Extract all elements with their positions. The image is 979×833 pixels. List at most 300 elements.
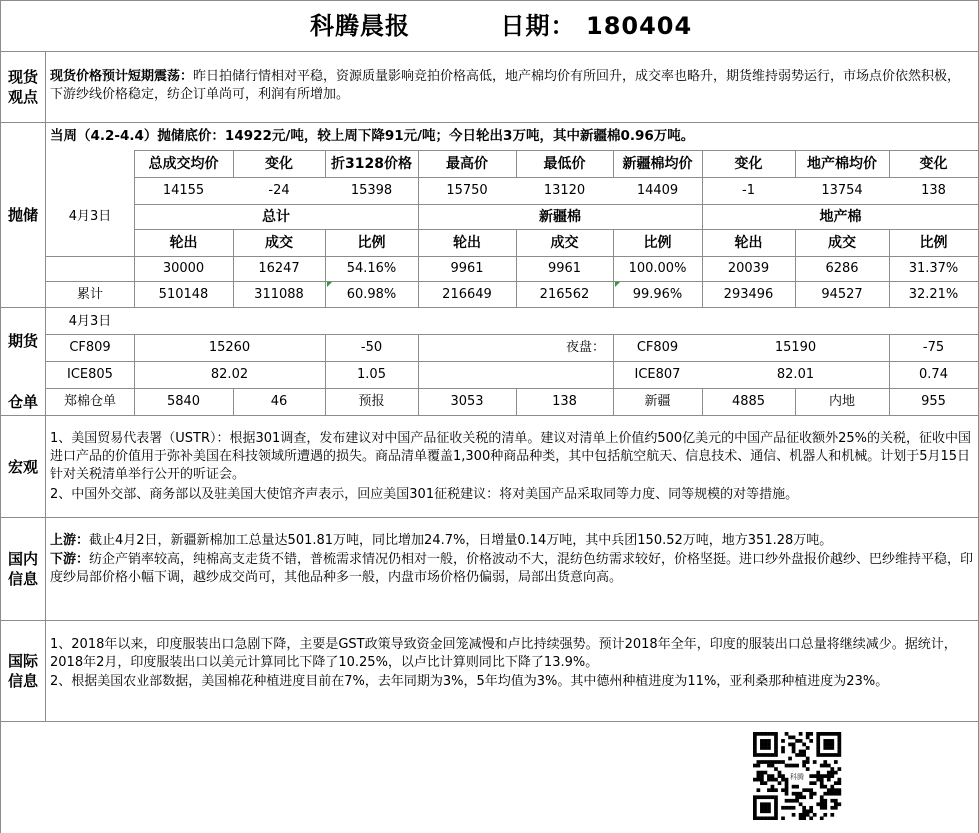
qr-module <box>753 753 757 757</box>
qr-module <box>809 739 813 743</box>
qr-module <box>823 753 827 757</box>
qr-module <box>753 750 757 754</box>
qr-module <box>757 816 761 820</box>
qr-module <box>760 760 764 764</box>
report-title: 科腾晨报 <box>310 12 410 40</box>
qr-module <box>785 792 789 796</box>
qr-module <box>760 739 764 743</box>
group-header-domestic: 地产棉 <box>819 208 862 225</box>
qr-module <box>806 732 810 736</box>
qr-module <box>809 732 813 736</box>
warehouse-cell: 138 <box>552 394 577 409</box>
qr-module <box>809 781 813 785</box>
qr-module <box>837 767 841 771</box>
warehouse-cell: 5840 <box>166 394 201 409</box>
section-label-line: 信息 <box>7 570 38 588</box>
qr-module <box>799 816 803 820</box>
qr-module <box>834 788 838 792</box>
qr-module <box>816 736 820 740</box>
daily-value-cell: 54.16% <box>346 261 397 276</box>
qr-module <box>792 792 796 796</box>
daily-value-cell: 20039 <box>727 261 770 276</box>
qr-module <box>827 743 831 747</box>
qr-module <box>792 806 796 810</box>
cumulative-value-cell: 60.98% <box>346 286 397 302</box>
daily-value-cell: 9961 <box>450 261 484 276</box>
qr-module <box>830 753 834 757</box>
qr-module <box>792 813 796 817</box>
qr-module <box>823 785 827 789</box>
qr-module <box>813 813 817 817</box>
sub-header-cell: 比例 <box>643 234 672 251</box>
qr-module <box>774 743 778 747</box>
qr-module <box>820 795 824 799</box>
qr-module <box>802 809 806 813</box>
qr-module <box>802 743 806 747</box>
qr-module <box>774 799 778 803</box>
international-paragraph: 2、根据美国农业部数据，美国棉花种植进度目前在7%，去年同期为3%，5年均值为3%。其中德州种植进度为11%，亚利桑那种植进度为23%。 <box>50 674 889 689</box>
night-price: 82.01 <box>776 367 815 382</box>
qr-module <box>757 753 761 757</box>
qr-module <box>785 788 789 792</box>
qr-module <box>764 802 768 806</box>
qr-module <box>771 785 775 789</box>
price-value-cell: -24 <box>268 183 290 198</box>
qr-module <box>795 739 799 743</box>
qr-module <box>799 739 803 743</box>
qr-module <box>753 802 757 806</box>
price-header-cell: 变化 <box>919 155 948 172</box>
qr-module <box>778 760 782 764</box>
qr-module <box>816 774 820 778</box>
qr-module <box>760 778 764 782</box>
qr-module <box>816 771 820 775</box>
qr-code-graphic <box>744 732 850 820</box>
qr-module <box>774 767 778 771</box>
qr-module <box>823 746 827 750</box>
qr-module <box>809 795 813 799</box>
daily-value-cell: 9961 <box>547 261 582 276</box>
qr-module <box>820 778 824 782</box>
qr-module <box>837 753 841 757</box>
downstream-label: 下游： <box>50 552 90 567</box>
qr-module <box>823 792 827 796</box>
section-label-macro: 宏观 <box>7 457 38 476</box>
qr-module <box>757 795 761 799</box>
qr-module <box>757 778 761 782</box>
qr-module <box>760 774 764 778</box>
qr-module <box>816 732 820 736</box>
qr-module <box>760 753 764 757</box>
price-header-cell: 折3128价格 <box>331 155 412 172</box>
qr-module <box>809 806 813 810</box>
qr-module <box>753 743 757 747</box>
price-header-cell: 变化 <box>265 155 293 172</box>
price-header-cell: 新疆棉均价 <box>622 155 693 172</box>
qr-module <box>820 802 824 806</box>
comment-marker <box>615 282 620 287</box>
qr-module <box>764 809 768 813</box>
qr-module <box>834 792 838 796</box>
price-value-cell: 138 <box>921 183 946 198</box>
qr-module <box>771 732 775 736</box>
report-date: 180404 <box>586 12 693 40</box>
qr-module <box>774 802 778 806</box>
qr-module <box>816 778 820 782</box>
qr-module <box>760 802 764 806</box>
qr-module <box>760 806 764 810</box>
grid-line <box>0 721 979 722</box>
qr-module <box>767 743 771 747</box>
section-label-spot <box>1 52 45 122</box>
qr-module <box>774 739 778 743</box>
qr-module <box>764 816 768 820</box>
daily-value-cell: 6286 <box>825 261 859 276</box>
sub-header-cell: 轮出 <box>734 234 763 251</box>
qr-module <box>813 760 817 764</box>
warehouse-cell: 内地 <box>828 394 855 409</box>
qr-module <box>795 785 799 789</box>
section-label-line: 国内 <box>7 550 38 568</box>
qr-module <box>774 816 778 820</box>
sub-header-cell: 轮出 <box>169 234 198 251</box>
qr-module <box>774 795 778 799</box>
qr-module <box>771 753 775 757</box>
warehouse-cell: 预报 <box>358 394 385 409</box>
qr-module <box>827 753 831 757</box>
qr-module <box>834 806 838 810</box>
section-label-line: 信息 <box>7 672 38 690</box>
futures-change: -50 <box>360 340 383 355</box>
qr-module <box>764 743 768 747</box>
qr-module <box>753 809 757 813</box>
qr-module <box>785 806 789 810</box>
futures-contract: CF809 <box>69 340 111 355</box>
qr-module <box>774 809 778 813</box>
qr-module <box>760 795 764 799</box>
qr-module <box>792 746 796 750</box>
qr-module <box>781 778 785 782</box>
futures-price: 82.02 <box>210 367 249 382</box>
daily-value-cell: 16247 <box>258 261 300 276</box>
qr-module <box>816 743 820 747</box>
qr-module <box>788 806 792 810</box>
night-contract: CF809 <box>636 340 679 355</box>
qr-module <box>820 732 824 736</box>
section-label-reserve: 抛储 <box>7 206 38 224</box>
qr-module <box>788 757 792 761</box>
qr-module <box>799 813 803 817</box>
warehouse-cell: 新疆 <box>644 394 671 409</box>
qr-module <box>837 732 841 736</box>
qr-module <box>753 732 757 736</box>
qr-module <box>837 778 841 782</box>
reserve-date: 4月3日 <box>68 209 112 224</box>
price-header-cell: 地产棉均价 <box>807 155 877 172</box>
qr-module <box>785 764 789 768</box>
qr-module <box>830 771 834 775</box>
qr-module <box>837 788 841 792</box>
group-header-xinjiang: 新疆棉 <box>539 208 581 225</box>
domestic-upstream <box>50 532 974 550</box>
grid-line <box>0 415 979 416</box>
qr-module <box>816 739 820 743</box>
qr-module <box>830 743 834 747</box>
qr-module <box>753 764 757 768</box>
qr-module <box>830 785 834 789</box>
qr-module <box>760 732 764 736</box>
qr-module <box>781 739 785 743</box>
spot-view-text <box>50 68 972 104</box>
qr-module <box>827 774 831 778</box>
group-header-total: 总计 <box>262 208 290 225</box>
comment-marker <box>327 282 332 287</box>
section-label-domestic <box>1 518 45 620</box>
qr-module <box>827 764 831 768</box>
qr-module <box>823 743 827 747</box>
qr-module <box>781 774 785 778</box>
qr-module <box>760 781 764 785</box>
price-header-cell: 最低价 <box>543 155 586 172</box>
qr-module <box>816 750 820 754</box>
qr-module <box>778 781 782 785</box>
qr-module <box>753 806 757 810</box>
qr-module <box>778 774 782 778</box>
qr-module <box>760 771 764 775</box>
sub-header-cell: 成交 <box>828 234 856 251</box>
qr-module <box>760 816 764 820</box>
qr-module <box>771 764 775 768</box>
grid-line <box>0 517 979 518</box>
qr-module <box>774 746 778 750</box>
section-label-line: 国际 <box>7 652 38 670</box>
section-label-futures: 期货 <box>7 332 38 350</box>
grid-line <box>0 307 979 308</box>
qr-module <box>767 795 771 799</box>
qr-module <box>781 750 785 754</box>
section-label-line: 观点 <box>7 88 38 106</box>
qr-module <box>806 767 810 771</box>
qr-module <box>785 778 789 782</box>
qr-module <box>767 739 771 743</box>
qr-module <box>809 816 813 820</box>
qr-module <box>830 806 834 810</box>
qr-module <box>774 760 778 764</box>
qr-module <box>753 746 757 750</box>
qr-module <box>802 813 806 817</box>
qr-module <box>802 795 806 799</box>
cumulative-value-cell: 94527 <box>821 286 863 302</box>
qr-module <box>757 732 761 736</box>
qr-module <box>806 757 810 761</box>
price-header-cell: 最高价 <box>446 155 488 172</box>
qr-module <box>820 816 824 820</box>
qr-module <box>771 778 775 782</box>
qr-module <box>834 771 838 775</box>
qr-module <box>781 806 785 810</box>
qr-module <box>795 792 799 796</box>
qr-module <box>774 778 778 782</box>
qr-module <box>802 764 806 768</box>
qr-module <box>778 771 782 775</box>
qr-module <box>830 746 834 750</box>
qr-module <box>788 743 792 747</box>
qr-module <box>816 753 820 757</box>
qr-module <box>806 809 810 813</box>
qr-module <box>767 809 771 813</box>
qr-module <box>764 760 768 764</box>
night-price: 15190 <box>774 340 817 355</box>
qr-module <box>816 802 820 806</box>
qr-module <box>799 750 803 754</box>
night-change: -75 <box>922 340 945 355</box>
qr-module <box>767 802 771 806</box>
qr-module <box>809 788 813 792</box>
qr-module <box>830 799 834 803</box>
qr-code-icon <box>744 732 850 820</box>
qr-module <box>753 795 757 799</box>
cumulative-value-cell: 216562 <box>539 286 590 302</box>
daily-value-cell: 30000 <box>162 261 205 276</box>
qr-module <box>809 774 813 778</box>
qr-module <box>760 746 764 750</box>
qr-module <box>792 799 796 803</box>
night-change: 0.74 <box>919 367 948 382</box>
qr-module <box>764 771 768 775</box>
night-session-label: 夜盘： <box>565 340 605 355</box>
qr-module <box>823 806 827 810</box>
reserve-summary: 当周（4.2-4.4）抛储底价：14922元/吨，较上周下降91元/吨；今日轮出3万吨，其中新疆棉0.96万吨。 <box>50 127 695 144</box>
qr-module <box>795 753 799 757</box>
cumulative-label: 累计 <box>76 287 103 302</box>
qr-module <box>792 764 796 768</box>
price-header-cell: 总成交均价 <box>148 155 219 172</box>
qr-module <box>753 799 757 803</box>
qr-module <box>837 802 841 806</box>
warehouse-cell: 3053 <box>450 394 484 409</box>
qr-module <box>827 788 831 792</box>
qr-module <box>827 739 831 743</box>
qr-module <box>774 736 778 740</box>
qr-module <box>837 792 841 796</box>
qr-module <box>820 781 824 785</box>
qr-module <box>802 788 806 792</box>
cumulative-value-cell: 216649 <box>442 286 492 302</box>
qr-module <box>771 816 775 820</box>
qr-module <box>795 795 799 799</box>
qr-module <box>792 736 796 740</box>
macro-paragraph: 1、美国贸易代表署（USTR）：根据301调查，发布建议对中国产品征收关税的清单。建议对清单上价值约500亿美元的中国产品征收额外25%的关税，征收中国进口产品的价值用于弥补美国在科技领域所遭遇的损失。商品清单覆盖1,300种商品种类，其中包括航空航天、信息技术、通信、机器人和机械。计划于5月15日针对关税清单举行公开的听证会。 <box>50 431 972 482</box>
futures-change: 1.05 <box>357 367 386 382</box>
qr-module <box>774 813 778 817</box>
spot-body: 昨日拍储行情相对平稳，资源质量影响竞拍价格高低，地产棉均价有所回升，成交率也略升，期货维持弱势运行，市场点价依然积极，下游纱线价格稳定，纺企订单尚可，利润有所增加。 <box>50 69 961 102</box>
downstream-text: 纺企产销率较高，纯棉高支走货不错，普梳需求情况仍相对一般，价格波动不大，混纺色纺需求较好，价格坚挺。进口纱外盘报价越纱、巴纱维持平稳，印度纱局部价格小幅下调，越纱成交尚可，其他品种多一般，内盘市场价格仍偏弱，局部出货意向高。 <box>50 552 974 585</box>
qr-module <box>757 764 761 768</box>
upstream-label: 上游： <box>50 533 90 548</box>
qr-module <box>837 743 841 747</box>
qr-module <box>820 799 824 803</box>
qr-module <box>781 746 785 750</box>
international-paragraph: 1、2018年以来，印度服装出口急剧下降，主要是GST政策导致资金回笼减慢和卢比持续强势。预计2018年全年，印度的服装出口总量将继续减少。据统计，2018年2月，印度服装出口以美元计算同比下降了10.25%，以卢比计算则同比下降了13.9%。 <box>50 637 957 670</box>
grid-line <box>0 0 979 1</box>
qr-module <box>757 771 761 775</box>
qr-module <box>802 760 806 764</box>
qr-module <box>813 774 817 778</box>
qr-module <box>764 781 768 785</box>
qr-module <box>767 778 771 782</box>
qr-module <box>827 732 831 736</box>
qr-module <box>830 788 834 792</box>
qr-module <box>823 774 827 778</box>
price-header-cell: 变化 <box>734 155 763 172</box>
qr-module <box>795 799 799 803</box>
qr-module <box>799 795 803 799</box>
domestic-downstream <box>50 551 974 587</box>
qr-module <box>827 778 831 782</box>
qr-module <box>785 781 789 785</box>
price-value-cell: 13120 <box>543 183 586 198</box>
qr-module <box>834 802 838 806</box>
qr-module <box>774 750 778 754</box>
qr-module <box>827 771 831 775</box>
qr-module <box>806 788 810 792</box>
qr-module <box>767 760 771 764</box>
cumulative-value-cell: 311088 <box>254 286 304 302</box>
qr-module <box>760 809 764 813</box>
cumulative-value-cell: 293496 <box>723 286 774 302</box>
qr-module <box>792 743 796 747</box>
qr-module <box>767 746 771 750</box>
qr-module <box>774 732 778 736</box>
qr-module <box>809 792 813 796</box>
qr-module <box>823 739 827 743</box>
qr-module <box>771 760 775 764</box>
qr-module <box>753 739 757 743</box>
qr-module <box>830 767 834 771</box>
qr-module <box>834 799 838 803</box>
qr-module <box>757 760 761 764</box>
qr-module <box>753 778 757 782</box>
qr-module <box>771 774 775 778</box>
sub-header-cell: 成交 <box>265 234 293 251</box>
qr-module <box>830 732 834 736</box>
qr-module <box>830 792 834 796</box>
daily-value-cell: 100.00% <box>628 261 687 276</box>
qr-module <box>774 788 778 792</box>
qr-module <box>767 753 771 757</box>
qr-module <box>767 732 771 736</box>
night-contract: ICE807 <box>634 367 681 382</box>
qr-module <box>802 753 806 757</box>
qr-module <box>792 785 796 789</box>
qr-module <box>837 739 841 743</box>
qr-module <box>837 736 841 740</box>
cumulative-value-cell: 510148 <box>158 286 209 302</box>
cumulative-value-cell: 99.96% <box>632 286 683 302</box>
qr-module <box>774 753 778 757</box>
qr-module <box>767 816 771 820</box>
qr-module <box>823 764 827 768</box>
warehouse-cell: 955 <box>921 394 946 409</box>
qr-module <box>823 802 827 806</box>
section-label-international <box>1 621 45 721</box>
qr-module <box>767 774 771 778</box>
sub-header-cell: 轮出 <box>453 234 481 251</box>
cumulative-value-cell: 32.21% <box>908 286 959 302</box>
qr-module <box>771 788 775 792</box>
qr-module <box>764 746 768 750</box>
qr-module <box>806 760 810 764</box>
